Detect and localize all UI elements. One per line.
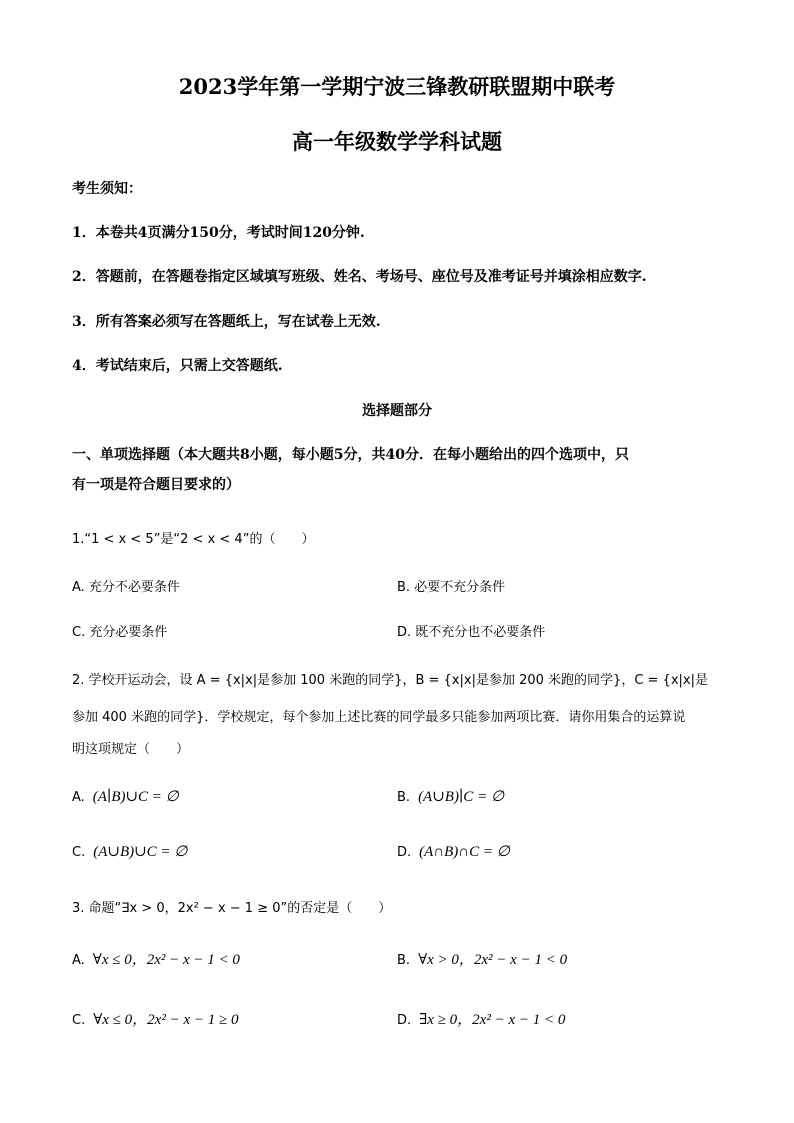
option-label: A. <box>72 790 85 805</box>
question-2-stem-line-2: 参加 400 米跑的同学}．学校规定，每个参加上述比赛的同学最多只能参加两项比赛．请你用集合的运算说 <box>72 710 686 725</box>
question-3-option-a <box>72 948 240 969</box>
part-heading-line-2: 有一项是符合题目要求的） <box>72 477 240 493</box>
option-label: B. <box>397 953 411 968</box>
section-title: 选择题部分 <box>362 403 432 419</box>
option-formula: ∃x ≥ 0，2x² − x − 1 < 0 <box>419 1012 566 1028</box>
question-3-option-d <box>397 1008 565 1029</box>
option-label: D. <box>397 1013 412 1028</box>
notice-item-1: 1．本卷共4页满分150分，考试时间120分钟. <box>72 225 365 241</box>
question-1-stem: 1.“1 < x < 5”是“2 < x < 4”的（ ） <box>72 532 315 547</box>
notice-item-3: 3．所有答案必须写在答题纸上，写在试卷上无效. <box>72 314 381 330</box>
option-formula: ∀x ≤ 0，2x² − x − 1 ≥ 0 <box>93 1012 239 1028</box>
question-3-option-b <box>397 948 567 969</box>
exam-subtitle: 高一年级数学学科试题 <box>292 129 502 154</box>
option-label: B. <box>397 790 411 805</box>
question-3-option-c <box>72 1008 238 1029</box>
question-1-option-b: B. 必要不充分条件 <box>397 580 506 595</box>
question-1-option-c: C. 充分必要条件 <box>72 625 168 640</box>
option-label: C. <box>72 1013 86 1028</box>
notice-item-2: 2．答题前，在答题卷指定区域填写班级、姓名、考场号、座位号及准考证号并填涂相应数字. <box>72 269 647 285</box>
question-2-stem-line-3: 明这项规定（ ） <box>72 742 190 757</box>
notice-heading: 考生须知： <box>72 181 142 197</box>
option-formula: ∀x ≤ 0，2x² − x − 1 < 0 <box>92 952 240 968</box>
question-2-stem-line-1: 2. 学校开运动会，设 A = {x|x|是参加 100 米跑的同学}，B = {x|x|是参加 200 米跑的同学}，C = {x|x|是 <box>72 673 708 688</box>
question-2-option-a <box>72 787 179 806</box>
question-2-option-c <box>72 842 187 861</box>
option-formula: (A∪B)∪C = ∅ <box>93 844 188 860</box>
option-formula: (A∪B)∣C = ∅ <box>418 789 505 805</box>
option-formula: (A∩B)∩C = ∅ <box>419 844 510 860</box>
option-label: A. <box>72 953 85 968</box>
option-formula: ∀x > 0，2x² − x − 1 < 0 <box>418 952 568 968</box>
part-heading-line-1: 一、单项选择题（本大题共8小题，每小题5分，共40分．在每小题给出的四个选项中，只 <box>72 447 629 463</box>
option-label: D. <box>397 845 412 860</box>
question-1-option-d: D. 既不充分也不必要条件 <box>397 625 546 640</box>
notice-item-4: 4．考试结束后，只需上交答题纸. <box>72 358 283 374</box>
exam-title: 2023学年第一学期宁波三锋教研联盟期中联考 <box>178 74 616 99</box>
option-formula: (A∣B)∪C = ∅ <box>92 789 179 805</box>
question-3-stem: 3. 命题“∃x > 0，2x² − x − 1 ≥ 0”的否定是（ ） <box>72 901 392 916</box>
option-label: C. <box>72 845 86 860</box>
question-2-option-d <box>397 842 510 861</box>
question-1-option-a: A. 充分不必要条件 <box>72 580 180 595</box>
question-2-option-b <box>397 787 504 806</box>
